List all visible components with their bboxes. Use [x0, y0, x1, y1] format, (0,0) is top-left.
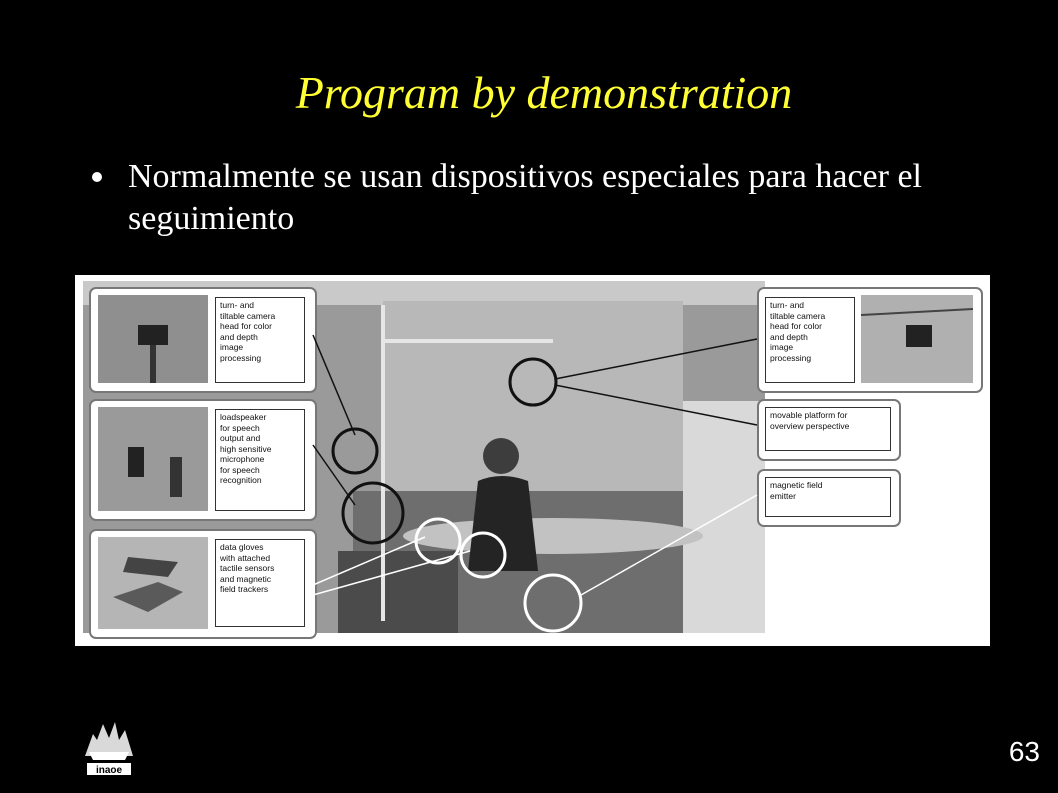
callout-text: data gloves with attached tactile sensors and magnetic field trackers: [215, 539, 305, 627]
callout-text: movable platform for overview perspective: [765, 407, 891, 451]
lab-setup-figure: [75, 275, 990, 646]
page-number: 63: [1008, 736, 1040, 767]
callout-text: magnetic field emitter: [765, 477, 891, 517]
bullet-text: Normalmente se usan dispositivos especiales para hacer el seguimiento: [128, 158, 923, 237]
callout-text: turn- and tiltable camera head for color and depth image processing: [215, 297, 305, 383]
callout-text: loadspeaker for speech output and high sensitive microphone for speech recognition: [215, 409, 305, 511]
inaoe-logo: [75, 716, 143, 778]
callout-text: turn- and tiltable camera head for color and depth image processing: [765, 297, 855, 383]
slide-title: Program by demonstration: [295, 67, 793, 118]
callout-connectors: [75, 275, 990, 646]
bullet-dot: [92, 172, 102, 182]
logo-text: inaoe: [95, 765, 123, 776]
